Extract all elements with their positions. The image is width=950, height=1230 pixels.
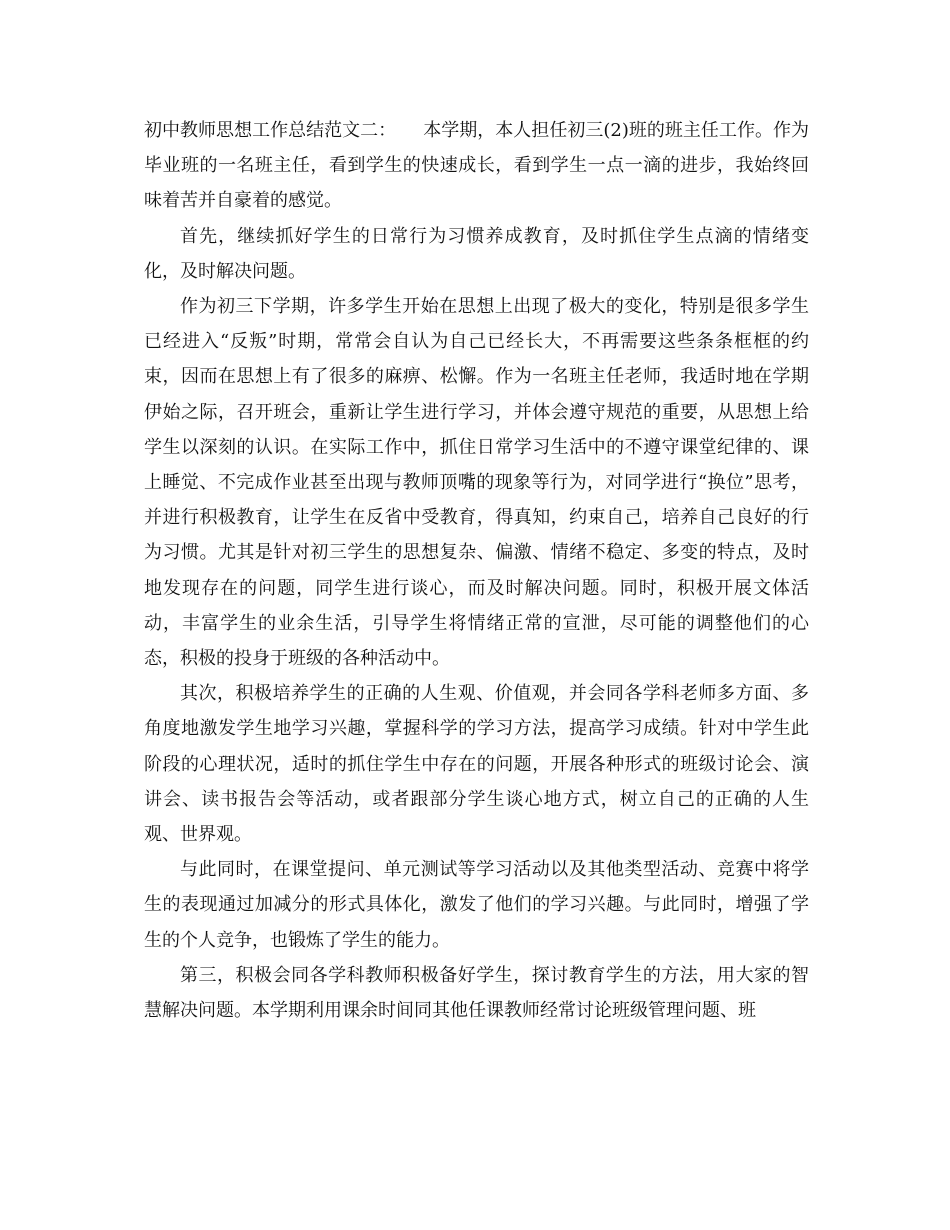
paragraph-intro: 初中教师思想工作总结范文二： 本学期，本人担任初三(2)班的班主任工作。作为毕业班的一名班主任，看到学生的快速成长，看到学生一点一滴的进步，我始终回味着苦并自豪着的感觉。 [144, 120, 809, 212]
paragraph-behavior-education: 作为初三下学期，许多学生开始在思想上出现了极大的变化，特别是很多学生已经进入“反叛”时期，常常会自认为自己已经长大，不再需要这些条条框框的约束，因而在思想上有了很多的麻痹、松懈。作为一名班主任老师，我适时地在学期伊始之际，召开班会，重新让学生进行学习，并体会遵守规范的重要，从思想上给学生以深刻的认识。在实际工作中，抓住日常学习生活中的不遵守课堂纪律的、课上睡觉、不完成作业甚至出现与教师顶嘴的现象等行为，对同学进行“换位”思考，并进行积极教育，让学生在反省中受教育，得真知，约束自己，培养自己良好的行为习惯。尤其是针对初三学生的思想复杂、偏激、情绪不稳定、多变的特点，及时地发现存在的问题，同学生进行谈心，而及时解决问题。同时，积极开展文体活动，丰富学生的业余生活，引导学生将情绪正常的宣泄，尽可能的调整他们的心态，积极的投身于班级的各种活动中。 [144, 296, 809, 670]
paragraph-third-point: 第三，积极会同各学科教师积极备好学生，探讨教育学生的方法，用大家的智慧解决问题。本学期利用课余时间同其他任课教师经常讨论班级管理问题、班 [144, 964, 809, 1022]
paragraph-first-point: 首先，继续抓好学生的日常行为习惯养成教育，及时抓住学生点滴的情绪变化，及时解决问题。 [144, 225, 809, 282]
paragraph-second-point: 其次，积极培养学生的正确的人生观、价值观，并会同各学科老师多方面、多角度地激发学生地学习兴趣，掌握科学的学习方法，提高学习成绩。针对中学生此阶段的心理状况，适时的抓住学生中存在的问题，开展各种形式的班级讨论会、演讲会、读书报告会等活动，或者跟部分学生谈心地方式，树立自己的正确的人生观、世界观。 [144, 683, 809, 846]
document-page [144, 113, 809, 1028]
paragraph-classroom-scoring: 与此同时，在课堂提问、单元测试等学习活动以及其他类型活动、竞赛中将学生的表现通过加减分的形式具体化，激发了他们的学习兴趣。与此同时，增强了学生的个人竞争，也锻炼了学生的能力。 [144, 859, 809, 951]
